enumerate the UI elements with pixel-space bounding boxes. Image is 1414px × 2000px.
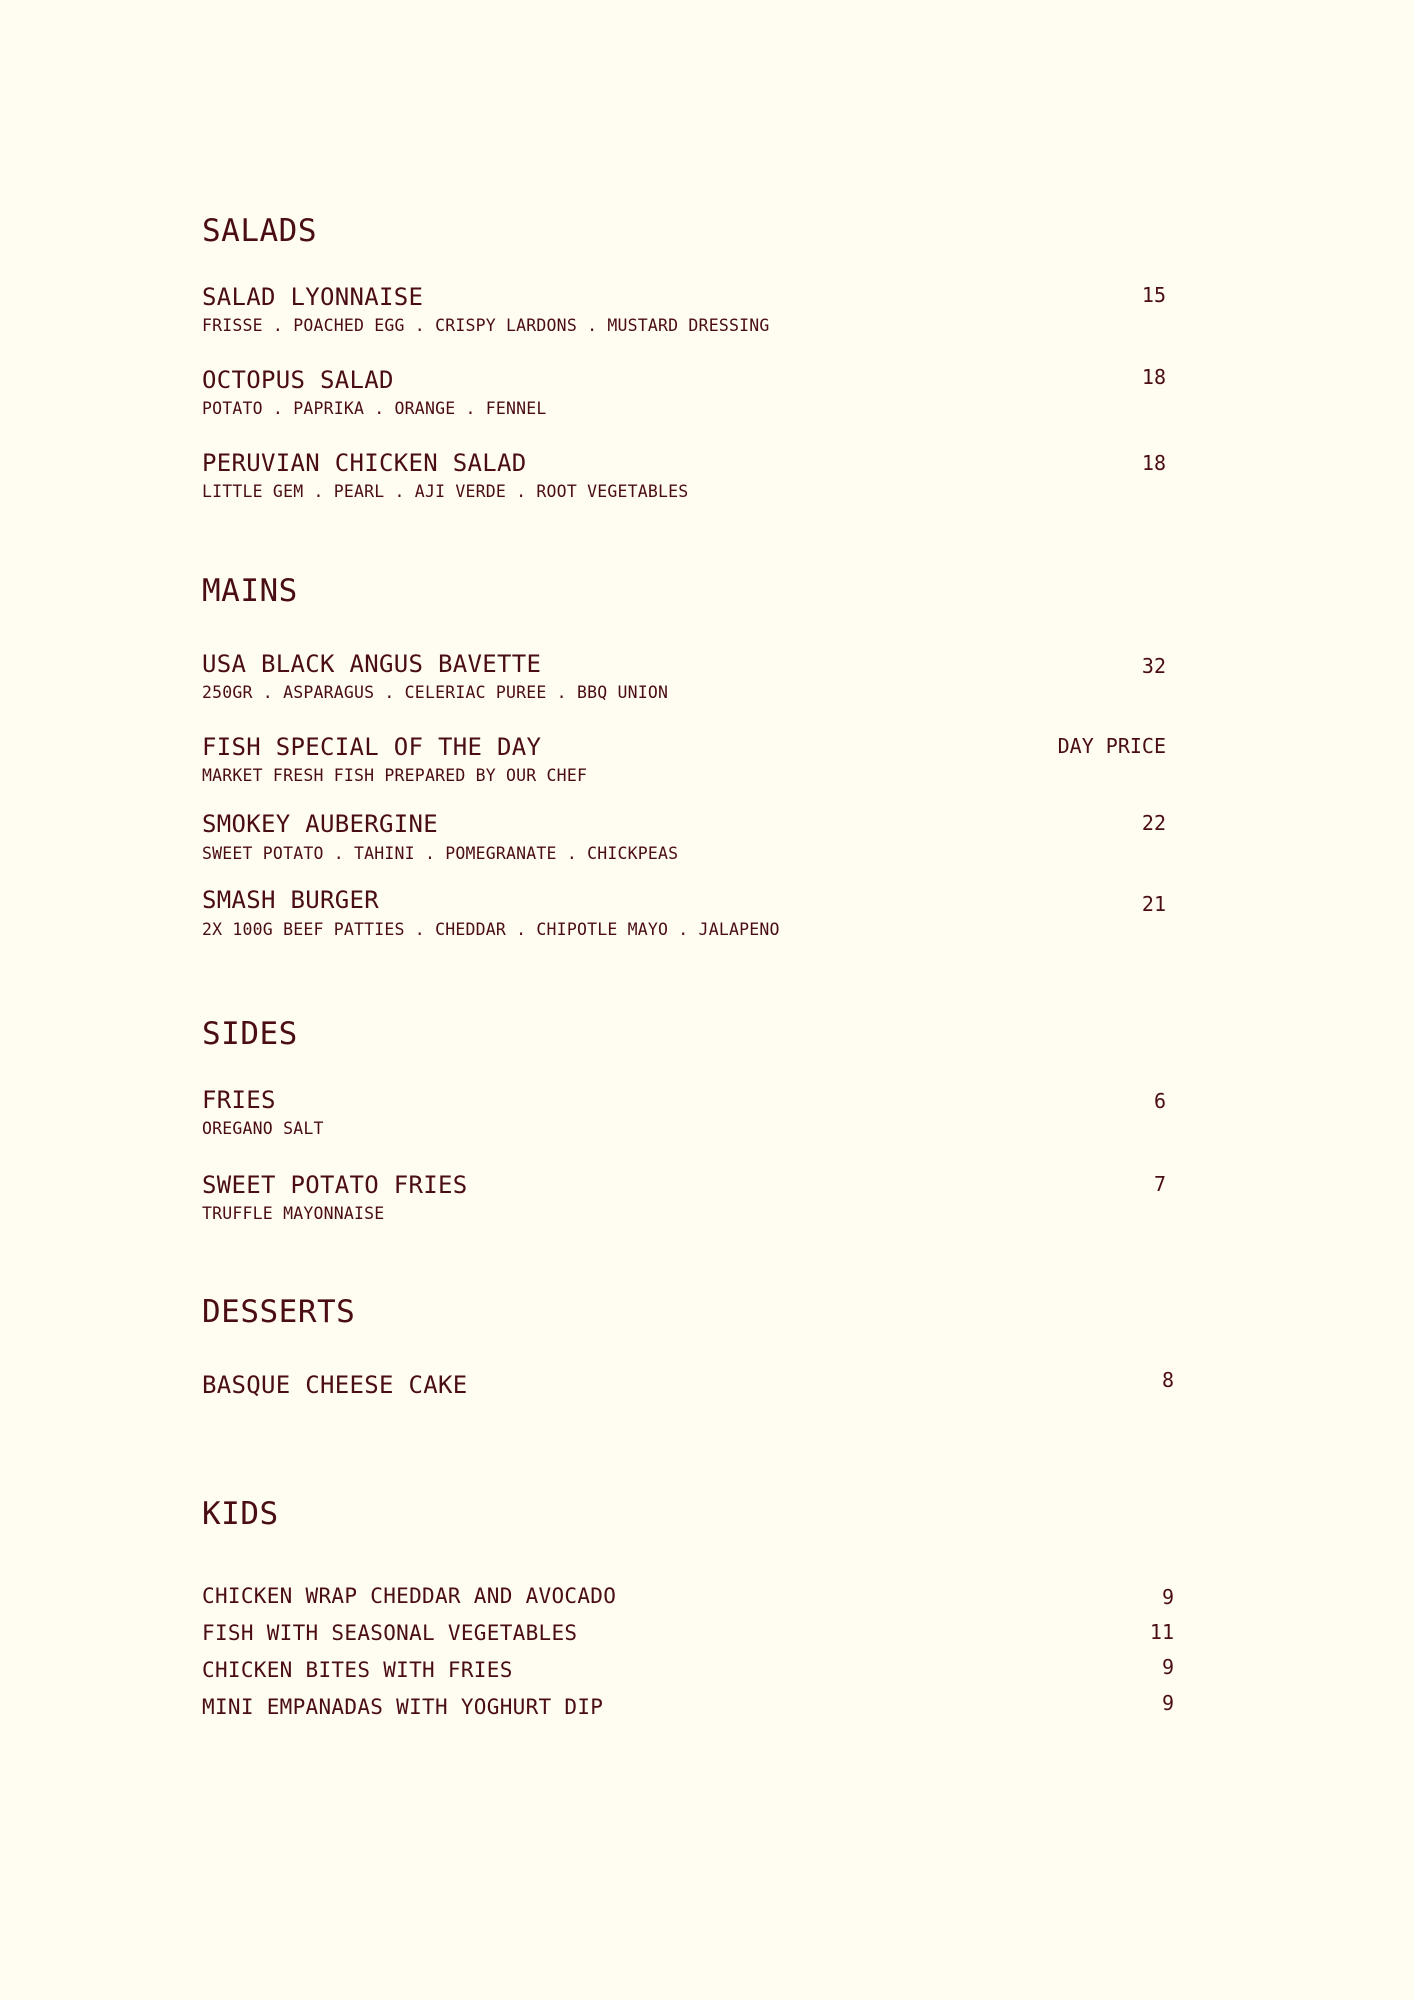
item-price: 8	[1161, 1368, 1174, 1392]
item-name: SMASH BURGER	[202, 886, 379, 914]
section-title-kids: KIDS	[202, 1496, 279, 1532]
kids-item-price: 9	[1161, 1691, 1174, 1715]
item-name: PERUVIAN CHICKEN SALAD	[202, 449, 527, 477]
item-name: FISH SPECIAL OF THE DAY	[202, 733, 542, 761]
item-name: OCTOPUS SALAD	[202, 366, 394, 394]
item-description: TRUFFLE MAYONNAISE	[202, 1204, 385, 1223]
item-name: SMOKEY AUBERGINE	[202, 810, 438, 838]
item-description: FRISSE . POACHED EGG . CRISPY LARDONS . MUSTARD DRESSING	[202, 316, 770, 335]
kids-item-name: CHICKEN BITES WITH FRIES	[202, 1658, 513, 1682]
item-price: 7	[1153, 1172, 1166, 1196]
section-title-sides: SIDES	[202, 1016, 298, 1052]
item-price: 32	[1141, 654, 1166, 678]
kids-item-price: 9	[1161, 1655, 1174, 1679]
kids-item-name: CHICKEN WRAP CHEDDAR AND AVOCADO	[202, 1584, 617, 1608]
item-name: USA BLACK ANGUS BAVETTE	[202, 650, 542, 678]
section-title-salads: SALADS	[202, 213, 317, 249]
kids-item-name: MINI EMPANADAS WITH YOGHURT DIP	[202, 1695, 604, 1719]
item-name: FRIES	[202, 1086, 276, 1114]
item-price: 22	[1141, 811, 1166, 835]
item-description: 250GR . ASPARAGUS . CELERIAC PUREE . BBQ UNION	[202, 683, 669, 702]
item-price: 15	[1141, 283, 1166, 307]
section-title-mains: MAINS	[202, 573, 298, 609]
item-name: SWEET POTATO FRIES	[202, 1171, 468, 1199]
item-price: 6	[1153, 1089, 1166, 1113]
item-name: SALAD LYONNAISE	[202, 283, 424, 311]
kids-item-price: 9	[1161, 1585, 1174, 1609]
item-price: 21	[1141, 892, 1166, 916]
item-price: 18	[1141, 365, 1166, 389]
kids-item-name: FISH WITH SEASONAL VEGETABLES	[202, 1621, 578, 1645]
item-description: SWEET POTATO . TAHINI . POMEGRANATE . CHICKPEAS	[202, 844, 679, 863]
item-price: 18	[1141, 451, 1166, 475]
item-description: MARKET FRESH FISH PREPARED BY OUR CHEF	[202, 766, 588, 785]
section-title-desserts: DESSERTS	[202, 1294, 356, 1330]
item-description: POTATO . PAPRIKA . ORANGE . FENNEL	[202, 399, 547, 418]
item-description: LITTLE GEM . PEARL . AJI VERDE . ROOT VEGETABLES	[202, 482, 689, 501]
item-description: 2X 100G BEEF PATTIES . CHEDDAR . CHIPOTLE MAYO . JALAPENO	[202, 920, 780, 939]
kids-item-price: 11	[1149, 1620, 1174, 1644]
item-description: OREGANO SALT	[202, 1119, 324, 1138]
item-name: BASQUE CHEESE CAKE	[202, 1371, 468, 1399]
item-price: DAY PRICE	[1057, 734, 1166, 758]
